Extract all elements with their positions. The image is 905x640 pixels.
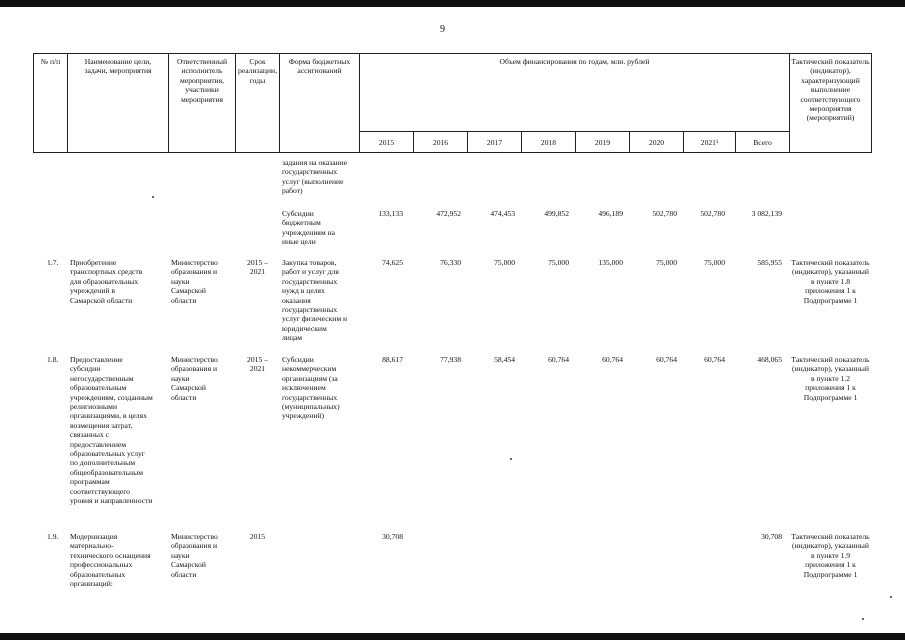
year-header: 2015	[378, 138, 395, 147]
row-value: 60,764	[656, 355, 677, 364]
row-executor: Министерство образования и науки Самарской области	[171, 258, 218, 305]
row-value: 74,625	[382, 258, 403, 267]
row-value: 75,000	[548, 258, 569, 267]
row-executor: Министерство образования и науки Самарской области	[171, 532, 218, 579]
header-period: Срок реализации, годы	[237, 57, 277, 85]
row-form: Субсидии некоммерческим организациям (за исключением государственных (муниципальных) учреждений)	[282, 355, 340, 421]
row-value: 499,852	[544, 209, 569, 218]
row-value: 468,065	[757, 355, 782, 364]
scan-speck	[862, 618, 864, 620]
year-header: 2017	[486, 138, 503, 147]
row-form: Субсидии бюджетным учреждениям на иные цели	[282, 209, 336, 247]
year-header: 2019	[594, 138, 611, 147]
row-period: 2015 – 2021	[247, 258, 268, 277]
header-indicator: Тактический показатель (индикатор), характеризующий выполнение соответствующего мероприятия (мероприятий)	[791, 57, 870, 123]
row-value: 474,453	[490, 209, 515, 218]
row-indicator: Тактический показатель (индикатор), указанный в пункте 1.9 приложения 1 к Подпрограмме 1	[791, 532, 870, 579]
row-value: 58,454	[494, 355, 515, 364]
row-value: 502,780	[652, 209, 677, 218]
year-header: 2018	[540, 138, 557, 147]
row-name: Предоставление субсидии негосударственным образовательным учреждениям, созданным религиозными организациями, в целях возмещения затрат, связанных с предоставлением образовательных услуг по дополнительным общеобразовательным программам соответствующего уровня и направленности	[70, 355, 153, 506]
row-form: Закупка товаров, работ и услуг для государственных нужд в целях оказания государственных услуг физическим и юридическим лицам	[282, 258, 348, 343]
row-value: 77,938	[440, 355, 461, 364]
row-value: 135,000	[598, 258, 623, 267]
year-header: 2020	[648, 138, 665, 147]
row-value: 75,000	[494, 258, 515, 267]
row-value: 60,764	[548, 355, 569, 364]
row-value: 76,330	[440, 258, 461, 267]
header-executor: Ответственный исполнитель мероприятия, участники мероприятия	[176, 57, 228, 104]
row-name: Приобретение транспортных средств для образовательных учреждений в Самарской области	[70, 258, 143, 305]
row-executor: Министерство образования и науки Самарской области	[171, 355, 218, 402]
years-top-line	[359, 131, 789, 132]
bottom-border	[0, 633, 905, 640]
row-value: 30,708	[382, 532, 403, 541]
year-header: 2016	[432, 138, 449, 147]
header-top-line	[33, 53, 871, 54]
header-name: Наименование цели, задачи, мероприятия	[84, 57, 152, 76]
row-num: 1.7.	[47, 258, 59, 267]
row-value: 496,189	[598, 209, 623, 218]
row-value: 502,780	[700, 209, 725, 218]
col-divider	[33, 53, 34, 153]
row-name: Модернизация материально- технического оснащения профессиональных образовательных организаций:	[70, 532, 151, 589]
row-value: 3 082,139	[751, 209, 782, 218]
row-num: 1.9.	[47, 532, 59, 541]
row-value: 75,000	[704, 258, 725, 267]
row-value: 585,955	[757, 258, 782, 267]
scan-speck	[890, 596, 892, 598]
row-value: 60,764	[704, 355, 725, 364]
year-header: Всего	[753, 138, 772, 147]
row-indicator: Тактический показатель (индикатор), указанный в пункте 1.8 приложения 1 к Подпрограмме 1	[791, 258, 870, 305]
row-value: 30,708	[761, 532, 782, 541]
scan-speck	[152, 196, 154, 198]
row-value: 472,952	[436, 209, 461, 218]
top-border	[0, 0, 905, 7]
header-form: Форма бюджетных ассигнований	[288, 57, 351, 76]
scan-speck	[510, 458, 512, 460]
row-value: 75,000	[656, 258, 677, 267]
row-indicator: Тактический показатель (индикатор), указанный в пункте 1.2 приложения 1 к Подпрограмме 1	[791, 355, 870, 402]
header-bottom-line	[33, 152, 871, 153]
col-divider	[871, 53, 872, 153]
row-value: 60,764	[602, 355, 623, 364]
row-value: 133,133	[378, 209, 403, 218]
row-period: 2015	[249, 532, 266, 541]
row-form: задания на оказание государственных услуг (выполнение работ)	[282, 158, 348, 196]
header-num: № п/п	[40, 57, 61, 66]
page-number: 9	[440, 24, 445, 35]
row-num: 1.8.	[47, 355, 59, 364]
row-period: 2015 – 2021	[247, 355, 268, 374]
year-header: 2021¹	[700, 138, 719, 147]
header-finance: Объем финансирования по годам, млн. рублей	[499, 57, 650, 66]
row-value: 88,617	[382, 355, 403, 364]
